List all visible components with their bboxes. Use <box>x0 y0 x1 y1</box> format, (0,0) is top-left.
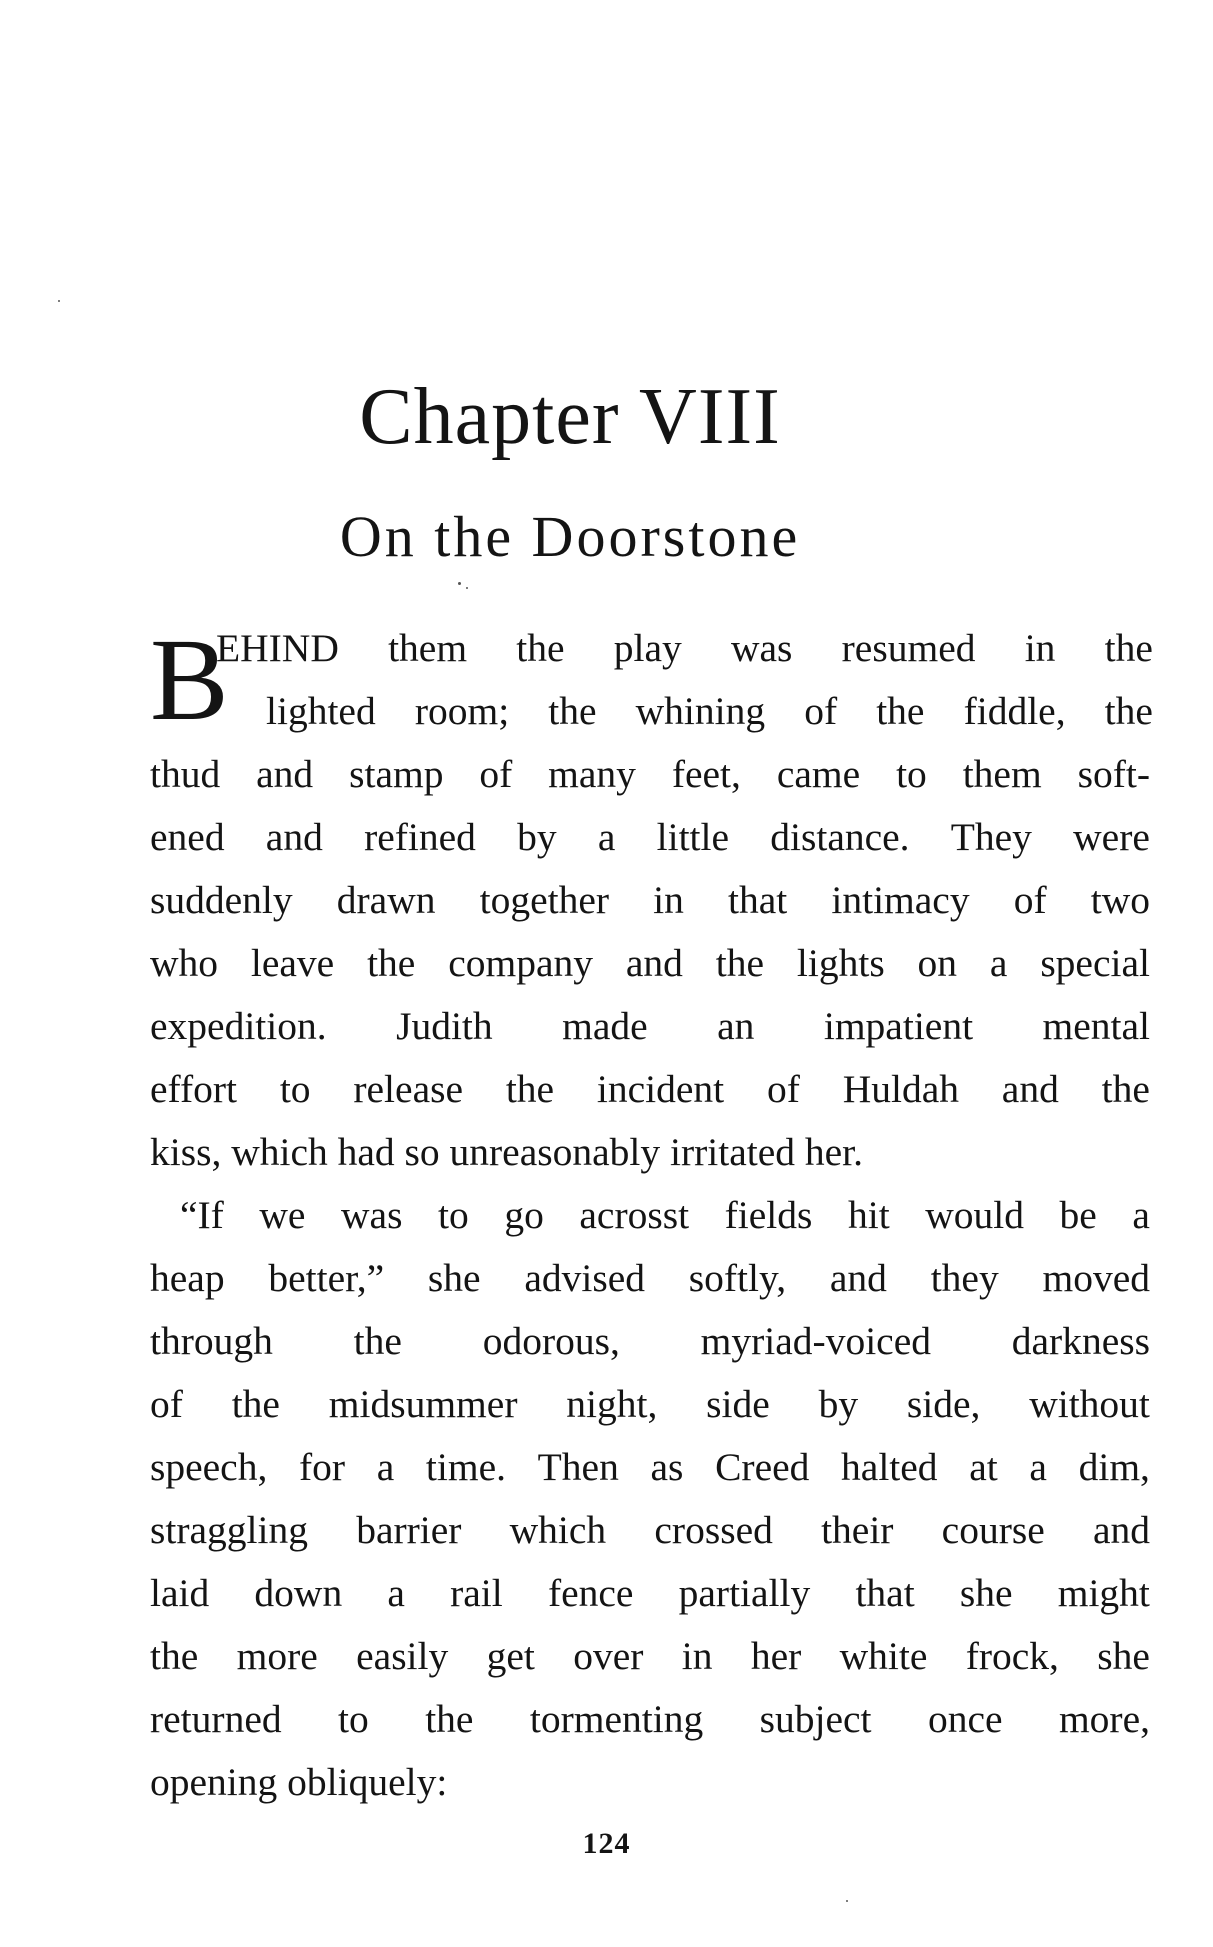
word: in <box>653 878 684 922</box>
text-line-content <box>216 617 1153 680</box>
word: subject <box>759 1697 872 1741</box>
word: play <box>613 626 682 670</box>
word: ened <box>150 815 225 859</box>
word: rail <box>450 1571 503 1615</box>
word: to <box>338 1697 369 1741</box>
text-line-content <box>150 869 1150 932</box>
word: midsummer <box>328 1382 518 1426</box>
word: drawn <box>336 878 436 922</box>
word: and <box>1001 1067 1059 1111</box>
word: on <box>917 941 958 985</box>
text-line-content <box>150 1310 1150 1373</box>
chapter-title: Chapter VIII <box>359 373 781 461</box>
word: fiddle, <box>963 689 1066 733</box>
word: an <box>717 1004 755 1048</box>
word: and <box>256 752 314 796</box>
text-line-content <box>150 1499 1150 1562</box>
word: release <box>353 1067 464 1111</box>
word: returned <box>150 1697 282 1741</box>
word: which <box>509 1508 607 1552</box>
text-line-content <box>150 1436 1150 1499</box>
word: laid <box>150 1571 210 1615</box>
word: to <box>279 1067 311 1111</box>
word: easily <box>356 1634 449 1678</box>
text-line-content <box>150 1688 1150 1751</box>
word: crossed <box>654 1508 773 1552</box>
word: two <box>1090 878 1150 922</box>
word: side <box>706 1382 770 1426</box>
word: to <box>438 1193 469 1237</box>
word: EHIND <box>216 626 339 670</box>
text-line <box>150 1058 1150 1121</box>
word: she <box>959 1571 1013 1615</box>
word: would <box>925 1193 1024 1237</box>
word: a <box>1132 1193 1150 1237</box>
scan-speck <box>846 1900 848 1902</box>
word: whining <box>635 689 766 733</box>
word: by <box>517 815 557 859</box>
word: leave <box>250 941 335 985</box>
word: the <box>715 941 765 985</box>
word: many <box>548 752 636 796</box>
word: impatient <box>823 1004 974 1048</box>
text-line <box>150 617 1153 680</box>
word: moved <box>1042 1256 1150 1300</box>
text-line <box>150 680 1153 743</box>
word: intimacy <box>831 878 970 922</box>
word: was <box>341 1193 403 1237</box>
word: that <box>855 1571 915 1615</box>
word: they <box>930 1256 999 1300</box>
word: them <box>962 752 1042 796</box>
word: get <box>486 1634 535 1678</box>
word: be <box>1059 1193 1097 1237</box>
word: once <box>927 1697 1003 1741</box>
word: the <box>231 1382 280 1426</box>
word: heap <box>150 1256 225 1300</box>
word: incident <box>596 1067 725 1111</box>
word: through <box>150 1319 273 1363</box>
text-line <box>150 743 1150 806</box>
word: fields <box>724 1193 813 1237</box>
word: partially <box>678 1571 811 1615</box>
word: expedition. <box>150 1004 327 1048</box>
word: and <box>265 815 323 859</box>
word: the <box>1104 689 1153 733</box>
word: little <box>656 815 730 859</box>
text-line-content <box>150 1058 1150 1121</box>
text-line-content <box>150 932 1150 995</box>
text-line <box>150 1751 1150 1814</box>
word: the <box>548 689 597 733</box>
word: softly, <box>688 1256 787 1300</box>
word: myriad-voiced <box>700 1319 931 1363</box>
word: was <box>731 626 793 670</box>
word: time. <box>425 1445 507 1489</box>
word: dim, <box>1078 1445 1150 1489</box>
text-line-content <box>150 1373 1150 1436</box>
text-line-content: kiss, which had so unreasonably irritated her. <box>150 1130 864 1174</box>
chapter-subtitle: On the Doorstone <box>339 504 801 569</box>
word: They <box>950 815 1032 859</box>
word: came <box>776 752 861 796</box>
text-line <box>150 932 1150 995</box>
text-line-content: opening obliquely: <box>150 1760 448 1804</box>
word: a <box>376 1445 395 1489</box>
word: the <box>425 1697 474 1741</box>
word: a <box>597 815 616 859</box>
text-line-content <box>150 995 1150 1058</box>
word: Judith <box>396 1004 493 1048</box>
word: the <box>516 626 565 670</box>
text-line <box>150 806 1150 869</box>
text-line-content <box>150 806 1150 869</box>
word: without <box>1029 1382 1150 1426</box>
word: the <box>353 1319 402 1363</box>
word: company <box>448 941 593 985</box>
text-line <box>150 1247 1150 1310</box>
text-line-content <box>150 1562 1150 1625</box>
word: room; <box>414 689 510 733</box>
word: a <box>989 941 1008 985</box>
word: at <box>969 1445 998 1489</box>
word: her <box>750 1634 802 1678</box>
word: more, <box>1058 1697 1150 1741</box>
word: and <box>829 1256 887 1300</box>
word: were <box>1073 815 1150 859</box>
word: a <box>1029 1445 1047 1489</box>
drop-cap: B <box>150 614 229 745</box>
word: we <box>259 1193 306 1237</box>
text-line <box>150 1562 1150 1625</box>
text-line-content <box>150 1625 1150 1688</box>
word: refined <box>364 815 476 859</box>
word: Creed <box>715 1445 810 1489</box>
word: thud <box>150 752 221 796</box>
word: Huldah <box>842 1067 959 1111</box>
word: advised <box>524 1256 645 1300</box>
word: who <box>150 941 219 985</box>
word: of <box>150 1382 183 1426</box>
text-line <box>150 869 1150 932</box>
scan-speck <box>58 300 60 302</box>
text-line <box>150 1184 1150 1247</box>
word: of <box>804 689 838 733</box>
word: more <box>236 1634 318 1678</box>
text-line <box>150 1499 1150 1562</box>
word: by <box>818 1382 859 1426</box>
word: go <box>504 1193 544 1237</box>
word: the <box>505 1067 555 1111</box>
page-number: 124 <box>582 1827 631 1860</box>
word: lighted <box>266 689 376 733</box>
word: lights <box>796 941 885 985</box>
word: to <box>896 752 927 796</box>
word: stamp <box>349 752 444 796</box>
word: the <box>367 941 416 985</box>
word: side, <box>906 1382 981 1426</box>
word: she <box>1097 1634 1150 1678</box>
word: might <box>1057 1571 1150 1615</box>
word: soft- <box>1077 752 1150 796</box>
word: that <box>728 878 788 922</box>
word: of <box>1013 878 1047 922</box>
text-line <box>150 1625 1150 1688</box>
word: she <box>427 1256 481 1300</box>
word: hit <box>847 1193 890 1237</box>
word: Then <box>537 1445 619 1489</box>
word: in <box>681 1634 713 1678</box>
word: night, <box>566 1382 658 1426</box>
word: over <box>573 1634 644 1678</box>
word: “If <box>180 1193 224 1237</box>
word: mental <box>1042 1004 1150 1048</box>
scan-speck <box>466 587 468 589</box>
text-line-content <box>150 1247 1150 1310</box>
word: course <box>941 1508 1045 1552</box>
word: tormenting <box>529 1697 704 1741</box>
text-line-content <box>180 1184 1150 1247</box>
word: fence <box>547 1571 634 1615</box>
word: made <box>562 1004 648 1048</box>
word: them <box>388 626 468 670</box>
word: as <box>650 1445 684 1489</box>
word: better,” <box>268 1256 385 1300</box>
word: and <box>625 941 683 985</box>
word: speech, <box>150 1445 268 1489</box>
word: straggling <box>150 1508 308 1552</box>
word: effort <box>150 1067 238 1111</box>
text-line <box>150 1373 1150 1436</box>
body-text <box>150 614 1153 1814</box>
word: halted <box>841 1445 938 1489</box>
word: down <box>254 1571 343 1615</box>
word: feet, <box>671 752 741 796</box>
text-line <box>150 995 1150 1058</box>
word: white <box>839 1634 928 1678</box>
word: distance. <box>770 815 910 859</box>
word: the <box>876 689 925 733</box>
text-line-content <box>150 743 1150 806</box>
word: barrier <box>356 1508 462 1552</box>
text-line <box>150 1436 1150 1499</box>
word: the <box>150 1634 199 1678</box>
word: acrosst <box>579 1193 690 1237</box>
word: for <box>299 1445 346 1489</box>
text-line <box>150 1310 1150 1373</box>
word: frock, <box>965 1634 1059 1678</box>
word: together <box>479 878 610 922</box>
word: the <box>1104 626 1153 670</box>
word: of <box>766 1067 800 1111</box>
word: resumed <box>841 626 976 670</box>
text-line <box>150 1688 1150 1751</box>
word: a <box>387 1571 405 1615</box>
word: and <box>1092 1508 1150 1552</box>
word: in <box>1024 626 1056 670</box>
word: suddenly <box>150 878 293 922</box>
text-line-content <box>266 680 1153 743</box>
word: darkness <box>1011 1319 1150 1363</box>
word: special <box>1040 941 1150 985</box>
word: odorous, <box>482 1319 620 1363</box>
text-line <box>150 1121 1150 1184</box>
word: their <box>821 1508 894 1552</box>
scan-speck <box>458 582 461 585</box>
word: the <box>1101 1067 1150 1111</box>
word: of <box>479 752 513 796</box>
